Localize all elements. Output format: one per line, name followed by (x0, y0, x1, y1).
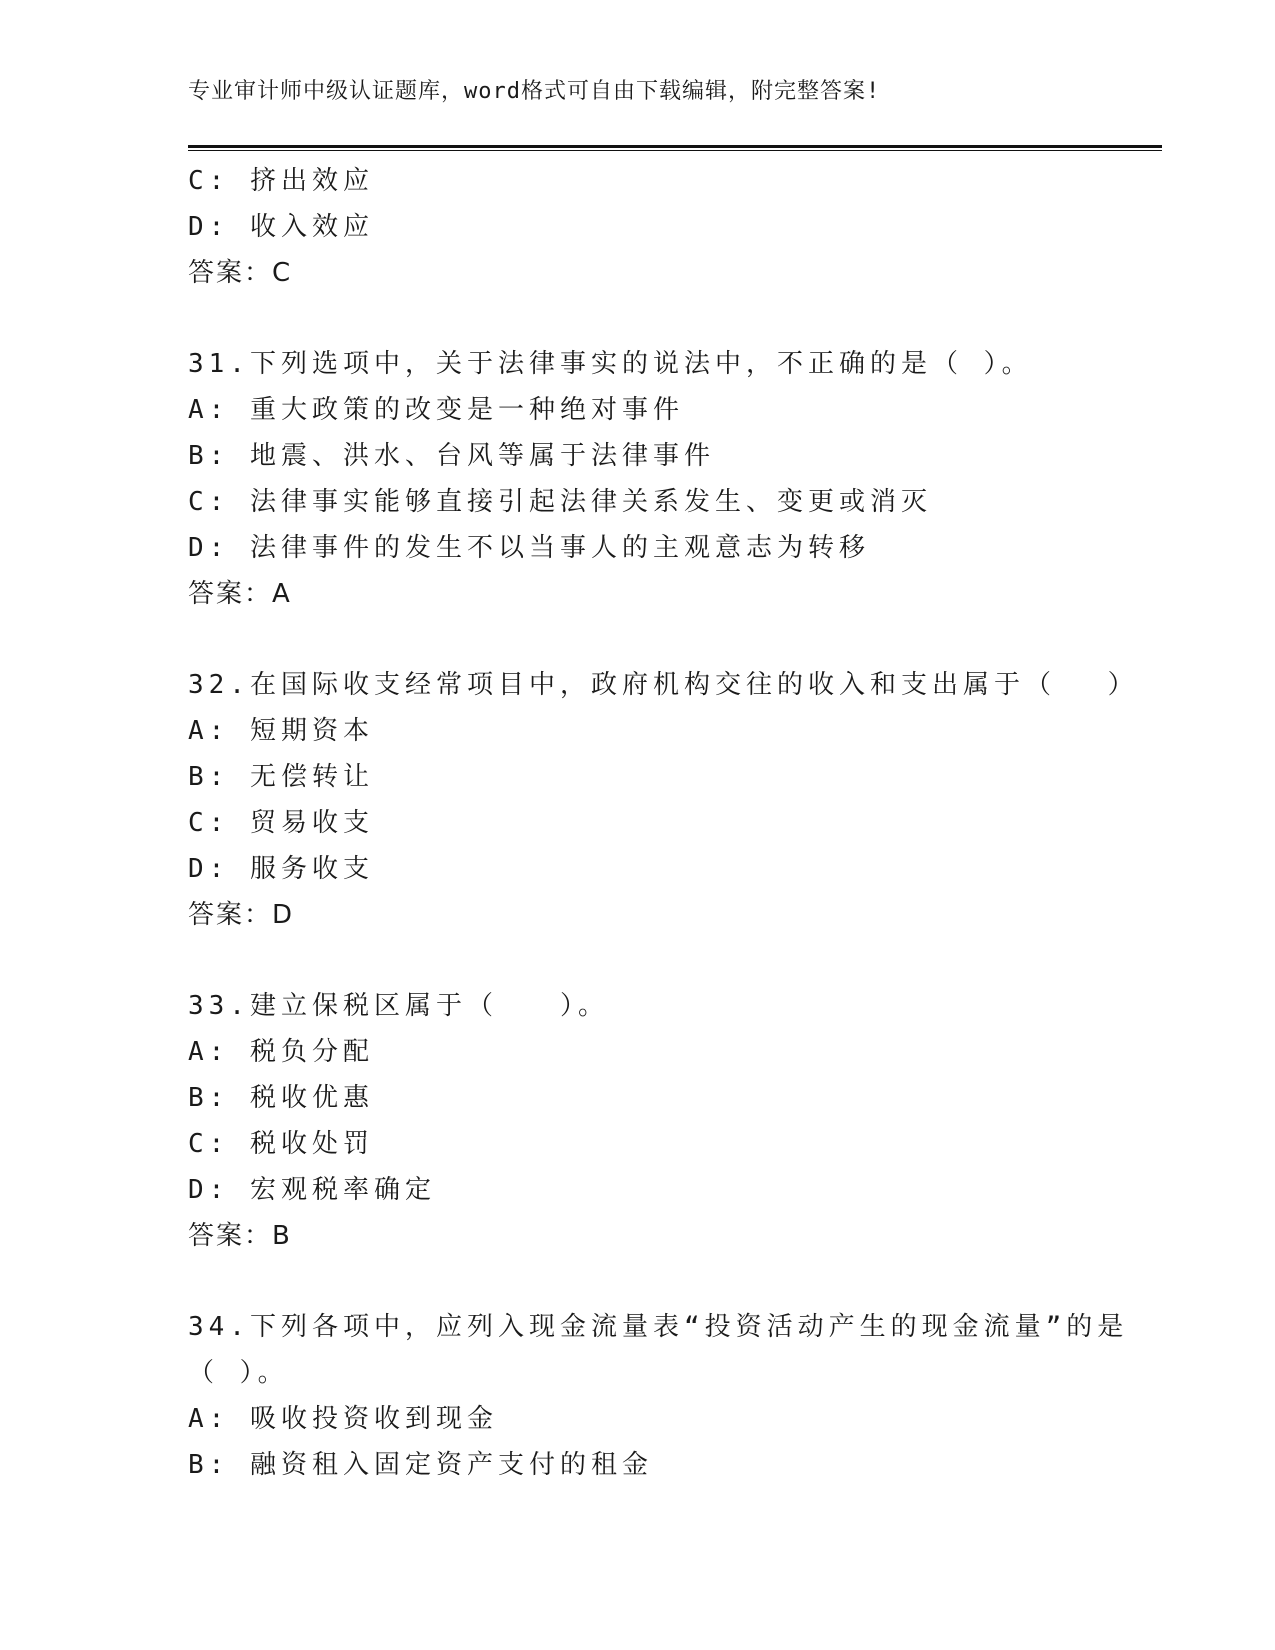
question-32-answer: 答案：D (188, 900, 295, 930)
question-34-option-a: A: 吸收投资收到现金 (188, 1404, 498, 1434)
question-33-stem: 33.建立保税区属于（ ）。 (188, 991, 609, 1021)
question-32-option-a: A: 短期资本 (188, 716, 374, 746)
spacer (188, 296, 1148, 341)
question-32-stem: 32.在国际收支经常项目中，政府机构交往的收入和支出属于（ ） (188, 670, 1139, 700)
spacer (188, 1259, 1148, 1304)
spacer (188, 617, 1148, 662)
question-31-stem: 31.下列选项中，关于法律事实的说法中，不正确的是（ ）。 (188, 349, 1033, 379)
question-31-option-d: D: 法律事件的发生不以当事人的主观意志为转移 (188, 533, 870, 563)
question-34-option-b: B: 融资租入固定资产支付的租金 (188, 1450, 653, 1480)
question-list (188, 158, 1148, 1488)
page-header: 专业审计师中级认证题库，word格式可自由下载编辑，附完整答案! (188, 79, 881, 104)
answer-line: 答案：C (188, 258, 293, 288)
question-34-stem: 34.下列各项中，应列入现金流量表“投资活动产生的现金流量”的是 (188, 1312, 1129, 1342)
question-33-option-c: C: 税收处罚 (188, 1129, 374, 1159)
option-d: D: 收入效应 (188, 212, 374, 242)
question-34-stem-continued: （ ）。 (188, 1358, 289, 1388)
question-32-option-c: C: 贸易收支 (188, 808, 374, 838)
option-c: C: 挤出效应 (188, 166, 374, 196)
question-31-option-c: C: 法律事实能够直接引起法律关系发生、变更或消灭 (188, 487, 932, 517)
header-divider (188, 145, 1162, 151)
question-31-answer: 答案：A (188, 579, 292, 609)
spacer (188, 938, 1148, 983)
question-32-option-d: D: 服务收支 (188, 854, 374, 884)
question-33-option-d: D: 宏观税率确定 (188, 1175, 436, 1205)
question-33-option-b: B: 税收优惠 (188, 1083, 374, 1113)
question-32-option-b: B: 无偿转让 (188, 762, 374, 792)
question-31-option-a: A: 重大政策的改变是一种绝对事件 (188, 395, 684, 425)
question-33-answer: 答案：B (188, 1221, 292, 1251)
question-33-option-a: A: 税负分配 (188, 1037, 374, 1067)
question-31-option-b: B: 地震、洪水、台风等属于法律事件 (188, 441, 715, 471)
